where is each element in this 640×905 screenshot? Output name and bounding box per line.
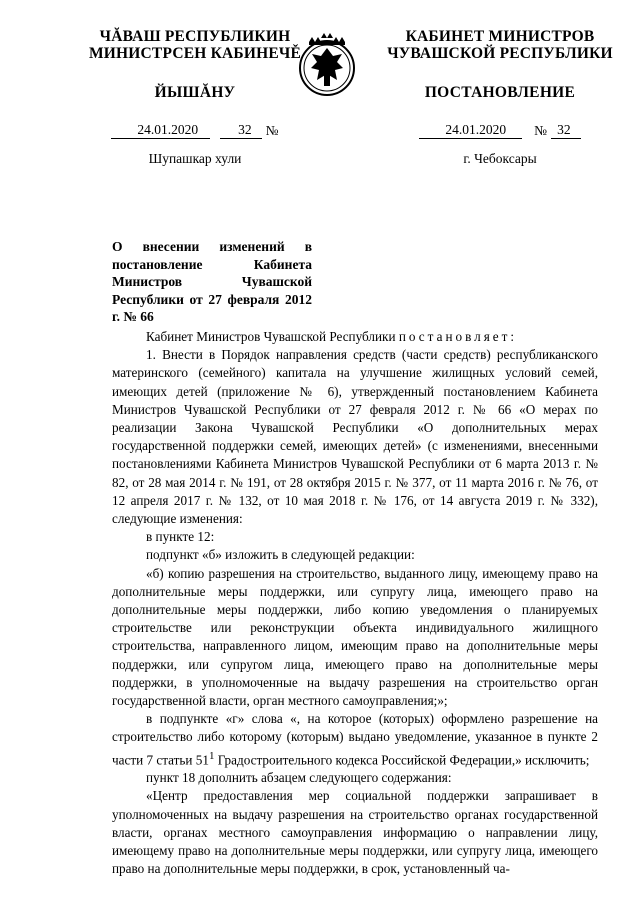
right-city: г. Чебоксары: [463, 151, 537, 166]
document-header: [0, 28, 640, 198]
paragraph-4: «б) копию разрешения на строительство, выданного лицу, имеющему право на дополнительные меры поддержки, или супругу лица, имеющего право на дополнительные меры поддержки, либо копию уведомления о планируемых строительстве или реконструкции объекта индивидуального жилищного строительства, направленного лицом, имеющим право на дополнительные меры поддержки, или супругом лица, имеющего право на дополнительные меры поддержки, в уполномоченные на выдачу разрешения на строительство орган государственной власти, орган местного самоуправления;»;: [112, 565, 598, 709]
header-left-column: [70, 28, 320, 167]
left-doc-type: ЙЫШĂНУ: [154, 84, 236, 101]
paragraph-1: 1. Внести в Порядок направления средств (части средств) республиканского материнского (семейного) капитала на улучшение жилищных условий семей, имеющих детей (приложение № 6), утвержденный постановлением Кабинета Министров Чувашской Республики от 27 февраля 2012 г. № 66 «О мерах по реализации Закона Чувашской Республики «О дополнительных мерах государственной поддержки семей, имеющих детей» (с изменениями, внесенными постановлениями Кабинета Министров Чувашской Республики от 6 марта 2013 г. № 82, от 28 мая 2014 г. № 191, от 28 октября 2015 г. № 377, от 11 марта 2016 г. № 76, от 12 апреля 2017 г. № 132, от 10 мая 2018 г. № 176, от 14 августа 2019 г. № 332), следующие изменения:: [112, 347, 598, 527]
paragraph-5: [112, 710, 598, 769]
intro-text: Кабинет Министров Чувашской Республики: [146, 329, 399, 344]
right-date-line: [380, 122, 620, 139]
left-number: 32: [220, 122, 262, 139]
intro-keyword: постановляет:: [398, 329, 518, 344]
paragraph-5-part-a: в подпункте «г» слова «, на которое (которых) оформлено разрешение на строительство либо которому (которым) выдано уведомление, указанное в пункте 2 части 7 статьи 51: [112, 711, 598, 768]
paragraph-6: пункт 18 дополнить абзацем следующего содержания:: [146, 770, 452, 786]
left-date-line: [70, 122, 320, 139]
document-body: [112, 328, 598, 878]
left-org-line1: ЧĂВАШ РЕСПУБЛИКИН: [99, 28, 291, 45]
left-city: Шупашкар хули: [148, 151, 242, 166]
paragraph-7: «Центр предоставления мер социальной поддержки запрашивает в уполномоченных на выдачу разрешения на строительство органах государственной власти, органах местного самоуправления информацию о направлении лицу, имеющему право на дополнительные меры поддержки, или супругу лица, имеющего право на дополнительные меры поддержки, в срок, установленный ча-: [112, 788, 598, 877]
paragraph-5-part-b: Градостроительного кодекса Российской Федерации,» исключить;: [214, 752, 590, 768]
right-org-line1: КАБИНЕТ МИНИСТРОВ: [405, 28, 595, 45]
document-title: О внесении изменений в постановление Кабинета Министров Чувашской Республики от 27 февраля 2012 г. № 66: [112, 239, 312, 324]
right-org-line2: ЧУВАШСКОЙ РЕСПУБЛИКИ: [387, 45, 613, 62]
header-right-column: [380, 28, 620, 167]
paragraph-3: подпункт «б» изложить в следующей редакции:: [146, 547, 415, 563]
right-date: 24.01.2020: [419, 122, 522, 139]
coat-of-arms-icon: [297, 28, 357, 102]
left-number-sign: №: [265, 123, 279, 138]
right-number-sign: №: [534, 123, 548, 138]
left-org-line2: МИНИСТРСЕН КАБИНЕЧĚ: [88, 45, 302, 62]
right-number: 32: [551, 122, 581, 139]
paragraph-2: в пункте 12:: [146, 529, 215, 545]
right-doc-type: ПОСТАНОВЛЕНИЕ: [424, 84, 576, 101]
intro-paragraph: [112, 328, 598, 346]
left-date: 24.01.2020: [111, 122, 210, 139]
superscript-1: 1: [208, 749, 215, 762]
